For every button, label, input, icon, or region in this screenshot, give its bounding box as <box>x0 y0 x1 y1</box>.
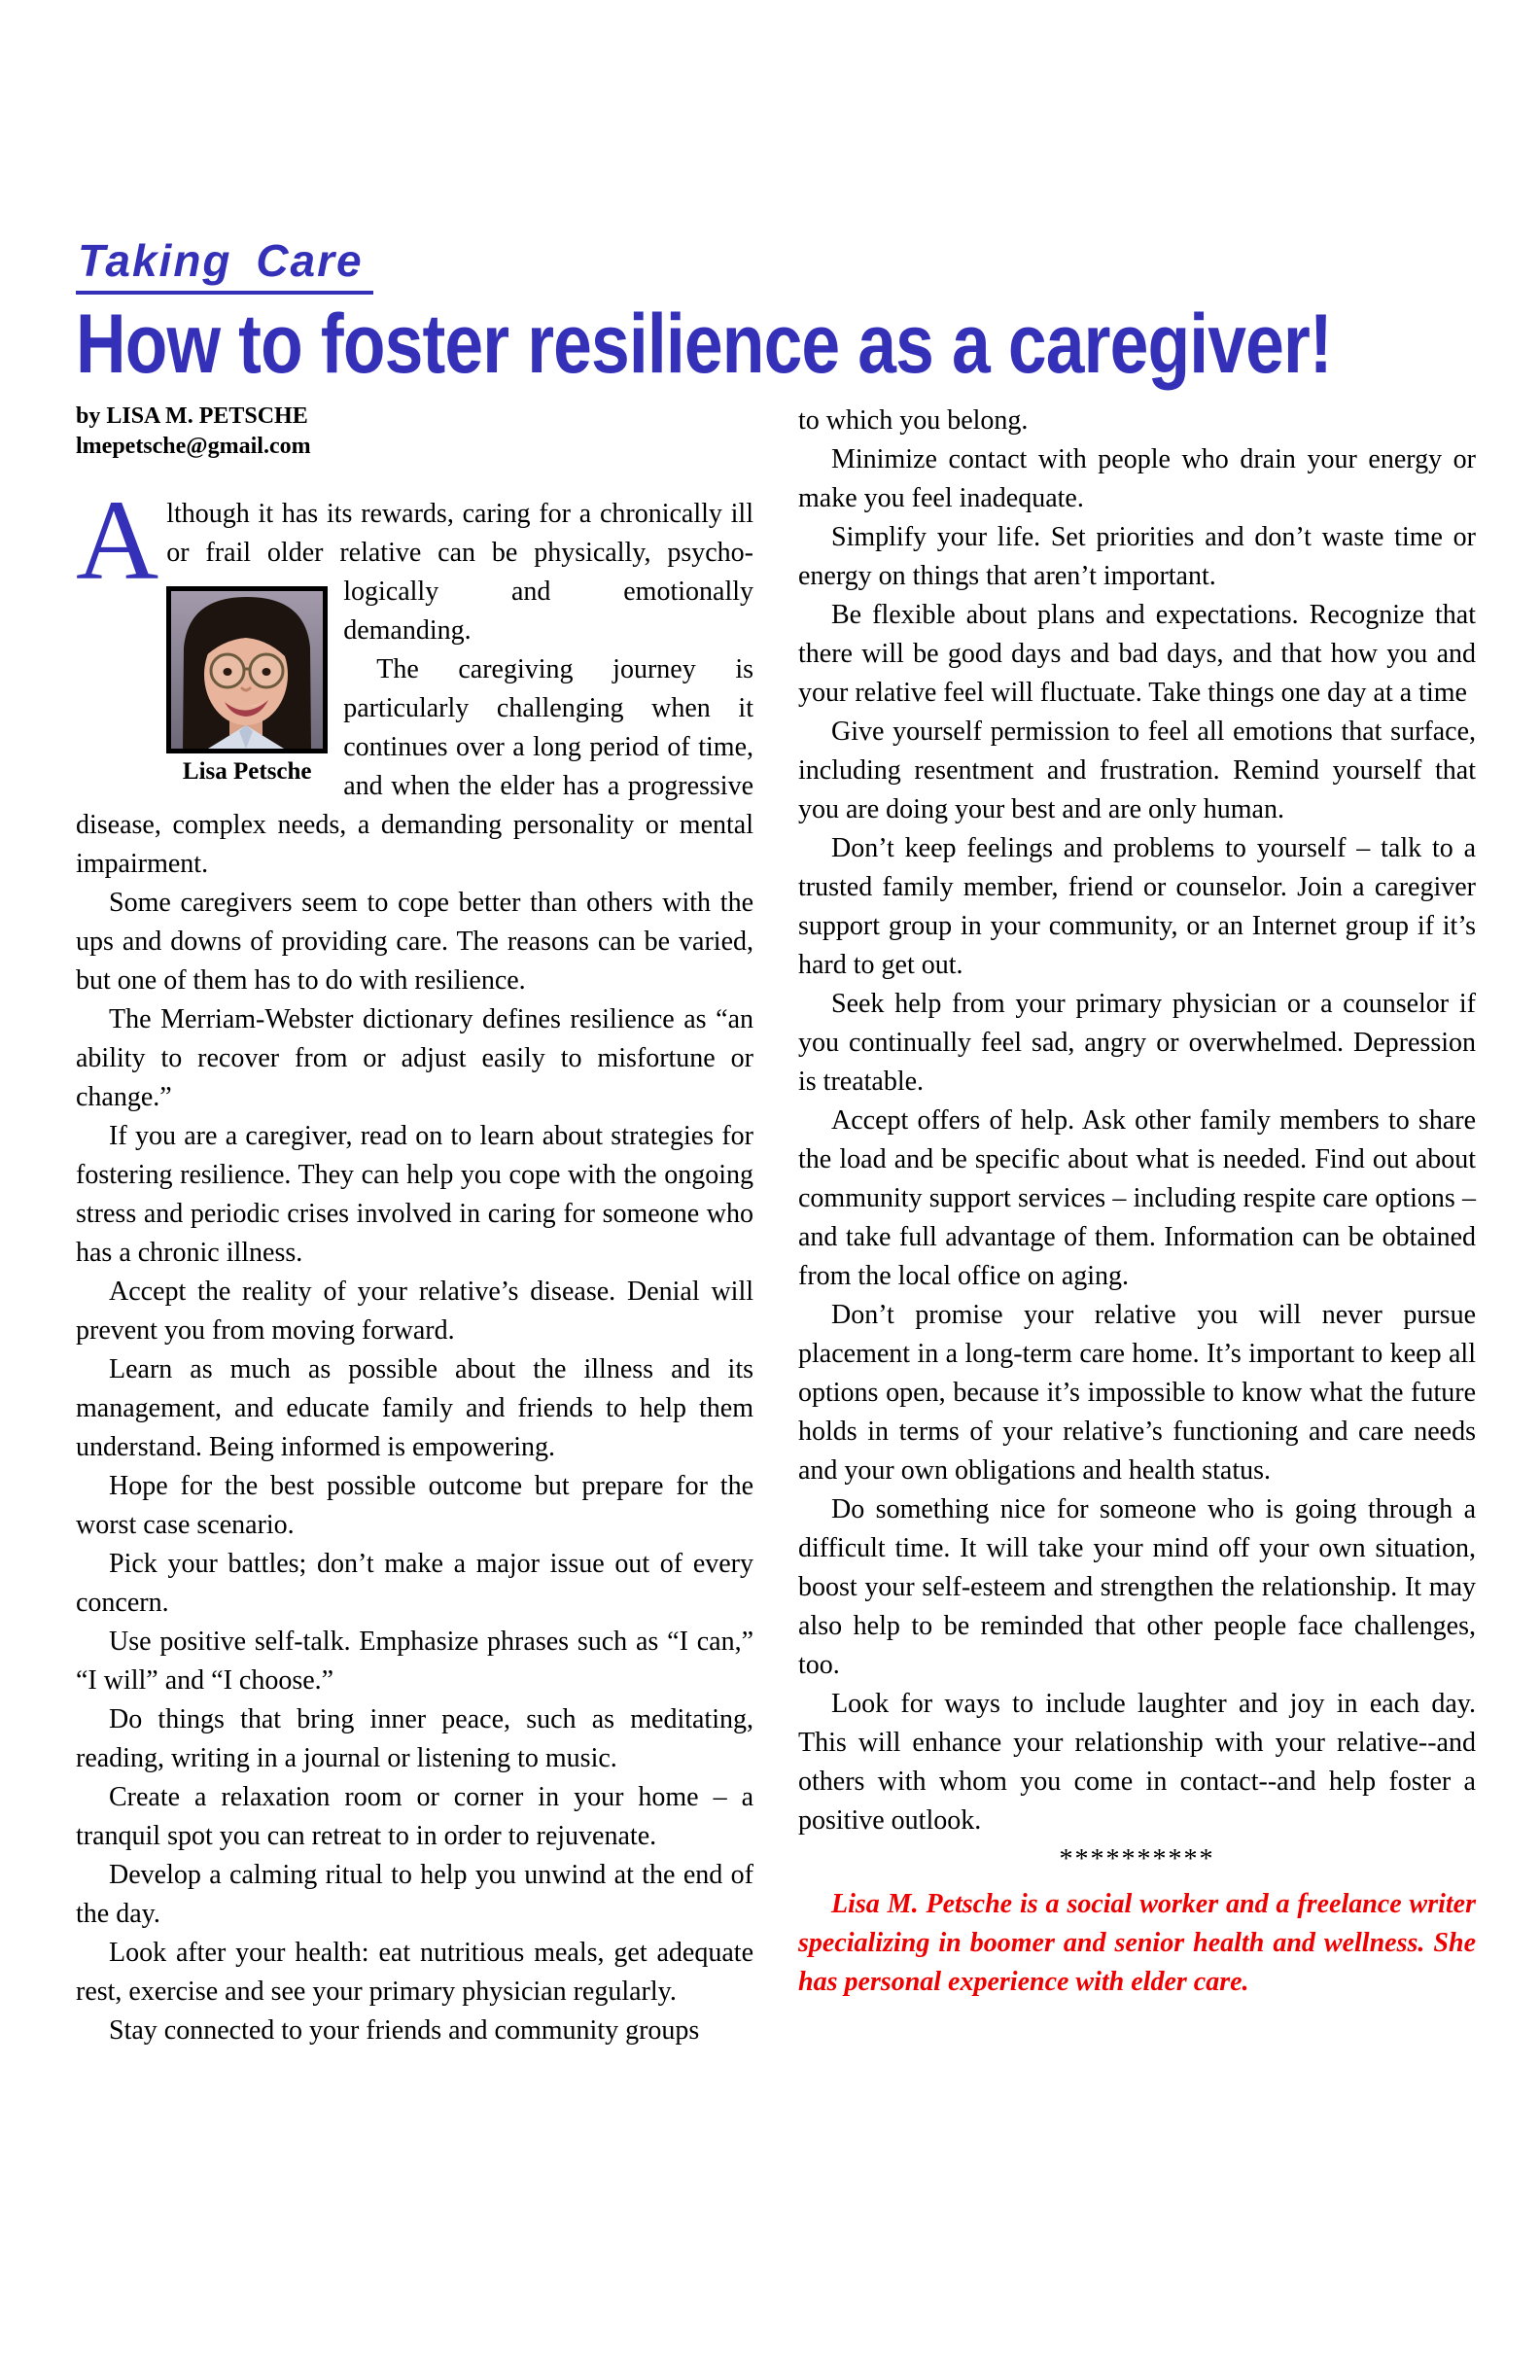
paragraph: Create a relaxation room or corner in your home – a tranquil spot you can retreat to in order to rejuvenate. <box>76 1782 753 1852</box>
paragraph: The Merriam-Webster dictionary defines resilience as “an ability to recover from or adjust easily to misfortune or change.” <box>76 1004 753 1113</box>
paragraph: Do something nice for someone who is going through a difficult time. It will take your mind off your own situation, boost your self-esteem and strengthen the relationship. It may also help to be reminded that other people face challenges, too. <box>798 1494 1476 1681</box>
author-photo-figure <box>166 586 328 787</box>
paragraph: Simplify your life. Set priorities and don’t waste time or energy on things that aren’t important. <box>798 522 1476 592</box>
article-columns <box>76 402 1476 2050</box>
byline-author: by LISA M. PETSCHE <box>76 403 308 430</box>
paragraph: to which you belong. <box>798 405 1029 437</box>
paragraph: Seek help from your primary physician or a counselor if you continually feel sad, angry or overwhelmed. Depression is treatable. <box>798 989 1476 1098</box>
kicker-heading: Taking Care <box>76 237 373 295</box>
paragraph: Hope for the best possible outcome but prepare for the worst case scenario. <box>76 1471 753 1541</box>
paragraph: Look for ways to include laughter and joy in each day. This will enhance your relationship with your relative--and others with whom you come in contact--and help foster a positive outlook. <box>798 1689 1476 1837</box>
paragraph: The caregiving journey is particularly challenging when it continues over a long period of time, and when the elder has a progressive disease, complex needs, a demanding personality or mental impairment. <box>76 654 753 880</box>
paragraph: Accept the reality of your relative’s disease. Denial will prevent you from moving forward. <box>76 1277 753 1347</box>
section-divider: ********** <box>1059 1844 1215 1875</box>
paragraph: Pick your battles; don’t make a major issue out of every concern. <box>76 1549 753 1619</box>
photo-caption: Lisa Petsche <box>182 758 312 786</box>
drop-cap: A <box>76 476 159 605</box>
paragraph: Some caregivers seem to cope better than others with the ups and downs of providing care. The reasons can be varied, but one of them has to do with resilience. <box>76 888 753 997</box>
paragraph: Don’t promise your relative you will never pursue placement in a long-term care home. It’s important to keep all options open, because it’s impossible to know what the future holds in terms of your relative’s functioning and care needs and your own obligations and health status. <box>798 1300 1476 1487</box>
paragraph: Accept offers of help. Ask other family members to share the load and be specific about what is needed. Find out about community support services – including respite care options – and take full advantage of them. Information can be obtained from the local office on aging. <box>798 1105 1476 1292</box>
byline <box>76 402 753 462</box>
paragraph: Give yourself permission to feel all emotions that surface, including resentment and frustration. Remind yourself that you are doing your best and are only human. <box>798 717 1476 825</box>
author-bio: Lisa M. Petsche is a social worker and a freelance writer specializing in boomer and senior health and wellness. She has personal experience with elder care. <box>798 1889 1476 1998</box>
paragraph: If you are a caregiver, read on to learn about strategies for fostering resilience. They can help you cope with the ongoing stress and periodic crises involved in caring for someone who has a chronic illness. <box>76 1121 753 1269</box>
paragraph: Do things that bring inner peace, such as meditating, reading, writing in a journal or listening to music. <box>76 1704 753 1774</box>
left-column <box>76 402 753 2050</box>
paragraph: Develop a calming ritual to help you unwind at the end of the day. <box>76 1860 753 1930</box>
opening-text-after-photo: logically and emotionally demanding. <box>343 577 753 647</box>
opening-text-before-photo: lthough it has its rewards, caring for a chronically ill or frail older relative can be physically, psycho- <box>166 499 753 569</box>
byline-email: lmepetsche@gmail.com <box>76 434 311 460</box>
paragraph: Stay connected to your friends and community groups <box>109 2015 700 2047</box>
paragraph: Minimize contact with people who drain your energy or make you feel inadequate. <box>798 444 1476 514</box>
masthead <box>76 235 1476 392</box>
paragraph: Learn as much as possible about the illness and its management, and educate family and friends to help them understand. Being informed is empowering. <box>76 1354 753 1463</box>
right-column <box>798 402 1476 2050</box>
paragraph: Use positive self-talk. Emphasize phrases such as “I can,” “I will” and “I choose.” <box>76 1627 753 1697</box>
article-headline: How to foster resilience as a caregiver! <box>76 298 1332 392</box>
paragraph: Be flexible about plans and expectations. Recognize that there will be good days and bad days, and that how you and your relative feel will fluctuate. Take things one day at a time <box>798 600 1476 709</box>
paragraph: Look after your health: eat nutritious meals, get adequate rest, exercise and see your primary physician regularly. <box>76 1938 753 2008</box>
lisa-petsche-photo <box>166 586 328 753</box>
paragraph: Don’t keep feelings and problems to yourself – talk to a trusted family member, friend or counselor. Join a caregiver support group in your community, or an Internet group if it’s hard to get out. <box>798 833 1476 981</box>
